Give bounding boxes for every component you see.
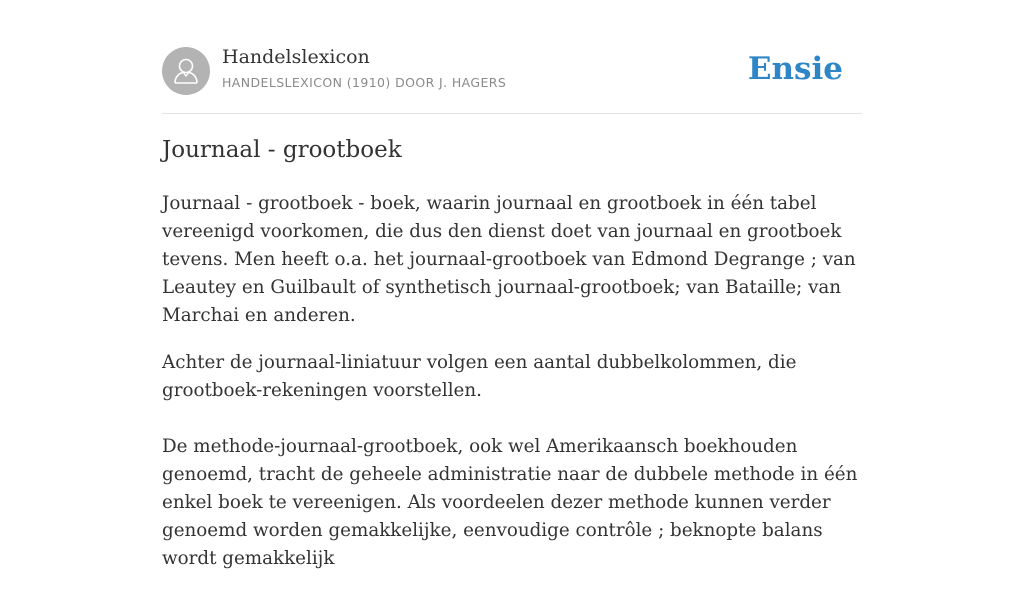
article-title: Journaal - grootboek <box>162 137 402 163</box>
user-avatar-icon[interactable] <box>162 47 210 95</box>
article-paragraph: Journaal - grootboek - boek, waarin journaal en grootboek in één tabel vereenigd voorkomen, die dus den dienst doet van journaal en grootboek tevens. Men heeft o.a. het journaal-grootboek van Edmond Degrange ; van Leautey en Guilbault of synthetisch journaal-grootboek; van Bataille; van Marchai en anderen. <box>162 193 856 326</box>
brand-logo[interactable]: Ensie <box>747 51 843 87</box>
article-paragraph: Achter de journaal-liniatuur volgen een aantal dubbelkolommen, die grootboek-rekeningen voorstellen. <box>162 352 797 401</box>
source-name[interactable]: Handelslexicon <box>222 46 370 68</box>
article-body <box>162 190 867 592</box>
source-subtitle[interactable]: HANDELSLEXICON (1910) DOOR J. HAGERS <box>222 75 507 90</box>
source-header <box>162 46 862 114</box>
article-paragraph: De methode-journaal-grootboek, ook wel Amerikaansch boekhouden genoemd, tracht de geheele administratie naar de dubbele methode in één enkel boek te vereenigen. Als voordeelen dezer methode kunnen verder genoemd worden gemakkelijke, eenvoudige contrôle ; beknopte balans wordt gemakkelijk <box>162 436 858 569</box>
